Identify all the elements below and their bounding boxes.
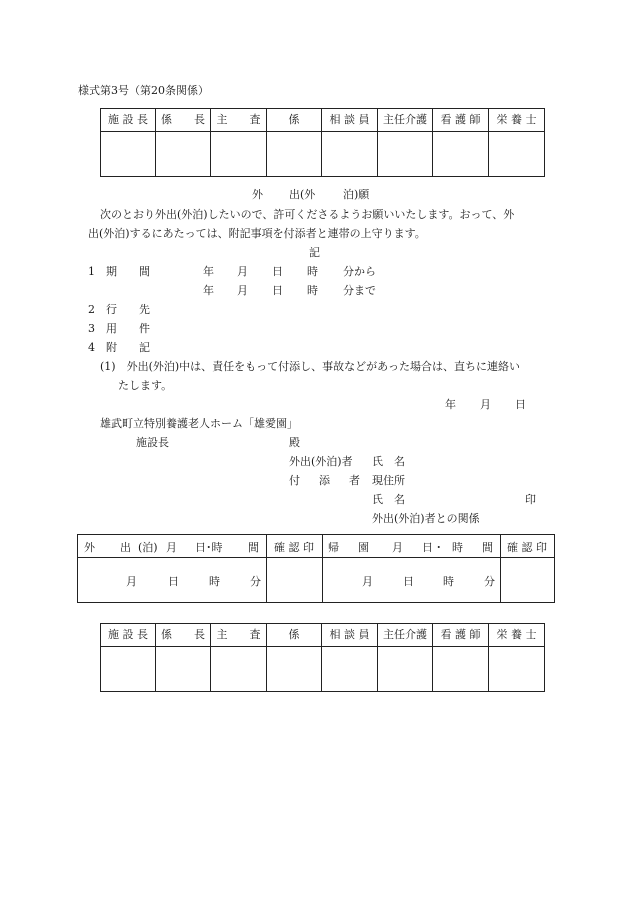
out-header-part: 間 bbox=[248, 541, 259, 554]
hour-unit: 時 bbox=[307, 265, 318, 278]
day-unit: 日 bbox=[272, 284, 283, 297]
return-header-part: 月 bbox=[392, 541, 403, 554]
approval-stamp-table-bottom bbox=[100, 623, 545, 692]
year-unit: 年 bbox=[203, 265, 214, 278]
intro-line-2: 出(外泊)するにあたっては、附記事項を付添者と連帯の上守ります。 bbox=[88, 227, 426, 240]
addressee-honorific: 殿 bbox=[289, 436, 300, 449]
applicant-role: 外出(外泊)者 bbox=[289, 455, 353, 468]
stamp-cell[interactable] bbox=[267, 132, 322, 177]
confirm-seal-cell-2[interactable] bbox=[501, 558, 555, 603]
month-unit: 月 bbox=[237, 265, 248, 278]
header-nurse: 看 護 師 bbox=[433, 624, 489, 647]
title-part: 外 bbox=[252, 188, 263, 201]
confirm-seal-header: 確 認 印 bbox=[274, 541, 314, 554]
return-day-unit: 日 bbox=[403, 575, 414, 588]
return-header-part: 帰 bbox=[328, 541, 339, 554]
companion-role-char: 者 bbox=[349, 474, 360, 487]
header-inspector: 主 査 bbox=[211, 624, 267, 647]
stamp-cell[interactable] bbox=[378, 647, 433, 692]
month-unit: 月 bbox=[480, 398, 491, 411]
note-1-line-1: (1) 外出(外泊)中は、責任をもって付添し、事故などがあった場合は、直ちに連絡い bbox=[100, 360, 521, 373]
stamp-cell[interactable] bbox=[211, 132, 267, 177]
stamp-cell[interactable] bbox=[211, 647, 267, 692]
return-minute-unit: 分 bbox=[484, 575, 495, 588]
title-part: 泊)願 bbox=[343, 188, 370, 201]
stamp-cell[interactable] bbox=[489, 132, 545, 177]
day-unit: 日 bbox=[515, 398, 526, 411]
header-director: 施 設 長 bbox=[101, 624, 156, 647]
stamp-cell[interactable] bbox=[101, 132, 156, 177]
applicant-name-label: 氏 名 bbox=[372, 455, 405, 468]
destination-label: 2 行 先 bbox=[88, 303, 150, 316]
notes-label: 4 附 記 bbox=[88, 341, 150, 354]
out-month-unit: 月 bbox=[126, 575, 137, 588]
year-unit: 年 bbox=[203, 284, 214, 297]
return-hour-unit: 時 bbox=[443, 575, 454, 588]
out-day-unit: 日 bbox=[168, 575, 179, 588]
out-minute-unit: 分 bbox=[250, 575, 261, 588]
seal-mark: 印 bbox=[525, 493, 536, 506]
out-header-part: (泊) bbox=[138, 541, 158, 554]
purpose-label: 3 用 件 bbox=[88, 322, 150, 335]
companion-address-label: 現住所 bbox=[372, 474, 405, 487]
out-header-part: 月 bbox=[166, 541, 177, 554]
companion-role-char: 付 bbox=[289, 474, 300, 487]
month-unit: 月 bbox=[237, 284, 248, 297]
header-chief-caregiver: 主任介護 bbox=[378, 624, 433, 647]
return-month-unit: 月 bbox=[362, 575, 373, 588]
header-staff: 係 bbox=[267, 109, 322, 132]
stamp-cell[interactable] bbox=[433, 647, 489, 692]
ki-heading: 記 bbox=[309, 246, 320, 259]
title-part: 出(外 bbox=[289, 188, 316, 201]
companion-role-char: 添 bbox=[319, 474, 330, 487]
out-header-part: 出 bbox=[120, 541, 131, 554]
form-id: 様式第3号（第20条関係） bbox=[78, 84, 209, 97]
header-section-chief: 係 長 bbox=[156, 109, 211, 132]
stamp-cell[interactable] bbox=[156, 647, 211, 692]
minute-from-unit: 分から bbox=[343, 265, 376, 278]
header-staff: 係 bbox=[267, 624, 322, 647]
return-header-part: 園 bbox=[358, 541, 369, 554]
stamp-cell[interactable] bbox=[322, 132, 378, 177]
header-director: 施 設 長 bbox=[101, 109, 156, 132]
return-header-part: 時 bbox=[452, 541, 463, 554]
companion-name-label: 氏 名 bbox=[372, 493, 405, 506]
header-counselor: 相 談 員 bbox=[322, 109, 378, 132]
out-header-part: 日･時 bbox=[195, 541, 223, 554]
stamp-cell[interactable] bbox=[322, 647, 378, 692]
header-counselor: 相 談 員 bbox=[322, 624, 378, 647]
minute-to-unit: 分まで bbox=[343, 284, 376, 297]
return-header-part: 間 bbox=[482, 541, 493, 554]
return-header-part: ･ bbox=[436, 541, 442, 554]
stamp-cell[interactable] bbox=[267, 647, 322, 692]
addressee-title: 施設長 bbox=[136, 436, 169, 449]
companion-relation-label: 外出(外泊)者との関係 bbox=[372, 512, 480, 525]
note-1-line-2: たします。 bbox=[118, 379, 173, 392]
header-chief-caregiver: 主任介護 bbox=[378, 109, 433, 132]
intro-line-1: 次のとおり外出(外泊)したいので、許可くださるようお願いいたします。おって、外 bbox=[100, 208, 515, 221]
header-dietitian: 栄 養 士 bbox=[489, 624, 545, 647]
return-header-part: 日 bbox=[422, 541, 433, 554]
period-label: 1 期 間 bbox=[88, 265, 150, 278]
stamp-cell[interactable] bbox=[101, 647, 156, 692]
stamp-cell[interactable] bbox=[489, 647, 545, 692]
year-unit: 年 bbox=[445, 398, 456, 411]
stamp-cell[interactable] bbox=[378, 132, 433, 177]
header-nurse: 看 護 師 bbox=[433, 109, 489, 132]
confirm-seal-header-2: 確 認 印 bbox=[507, 541, 547, 554]
header-inspector: 主 査 bbox=[211, 109, 267, 132]
header-dietitian: 栄 養 士 bbox=[489, 109, 545, 132]
out-hour-unit: 時 bbox=[209, 575, 220, 588]
facility-name: 雄武町立特別養護老人ホーム「雄愛園」 bbox=[100, 417, 298, 430]
header-section-chief: 係 長 bbox=[156, 624, 211, 647]
stamp-cell[interactable] bbox=[156, 132, 211, 177]
record-table bbox=[77, 534, 555, 603]
stamp-cell[interactable] bbox=[433, 132, 489, 177]
out-header-part: 外 bbox=[84, 541, 95, 554]
hour-unit: 時 bbox=[307, 284, 318, 297]
approval-stamp-table-top bbox=[100, 108, 545, 177]
confirm-seal-cell[interactable] bbox=[267, 558, 322, 603]
day-unit: 日 bbox=[272, 265, 283, 278]
